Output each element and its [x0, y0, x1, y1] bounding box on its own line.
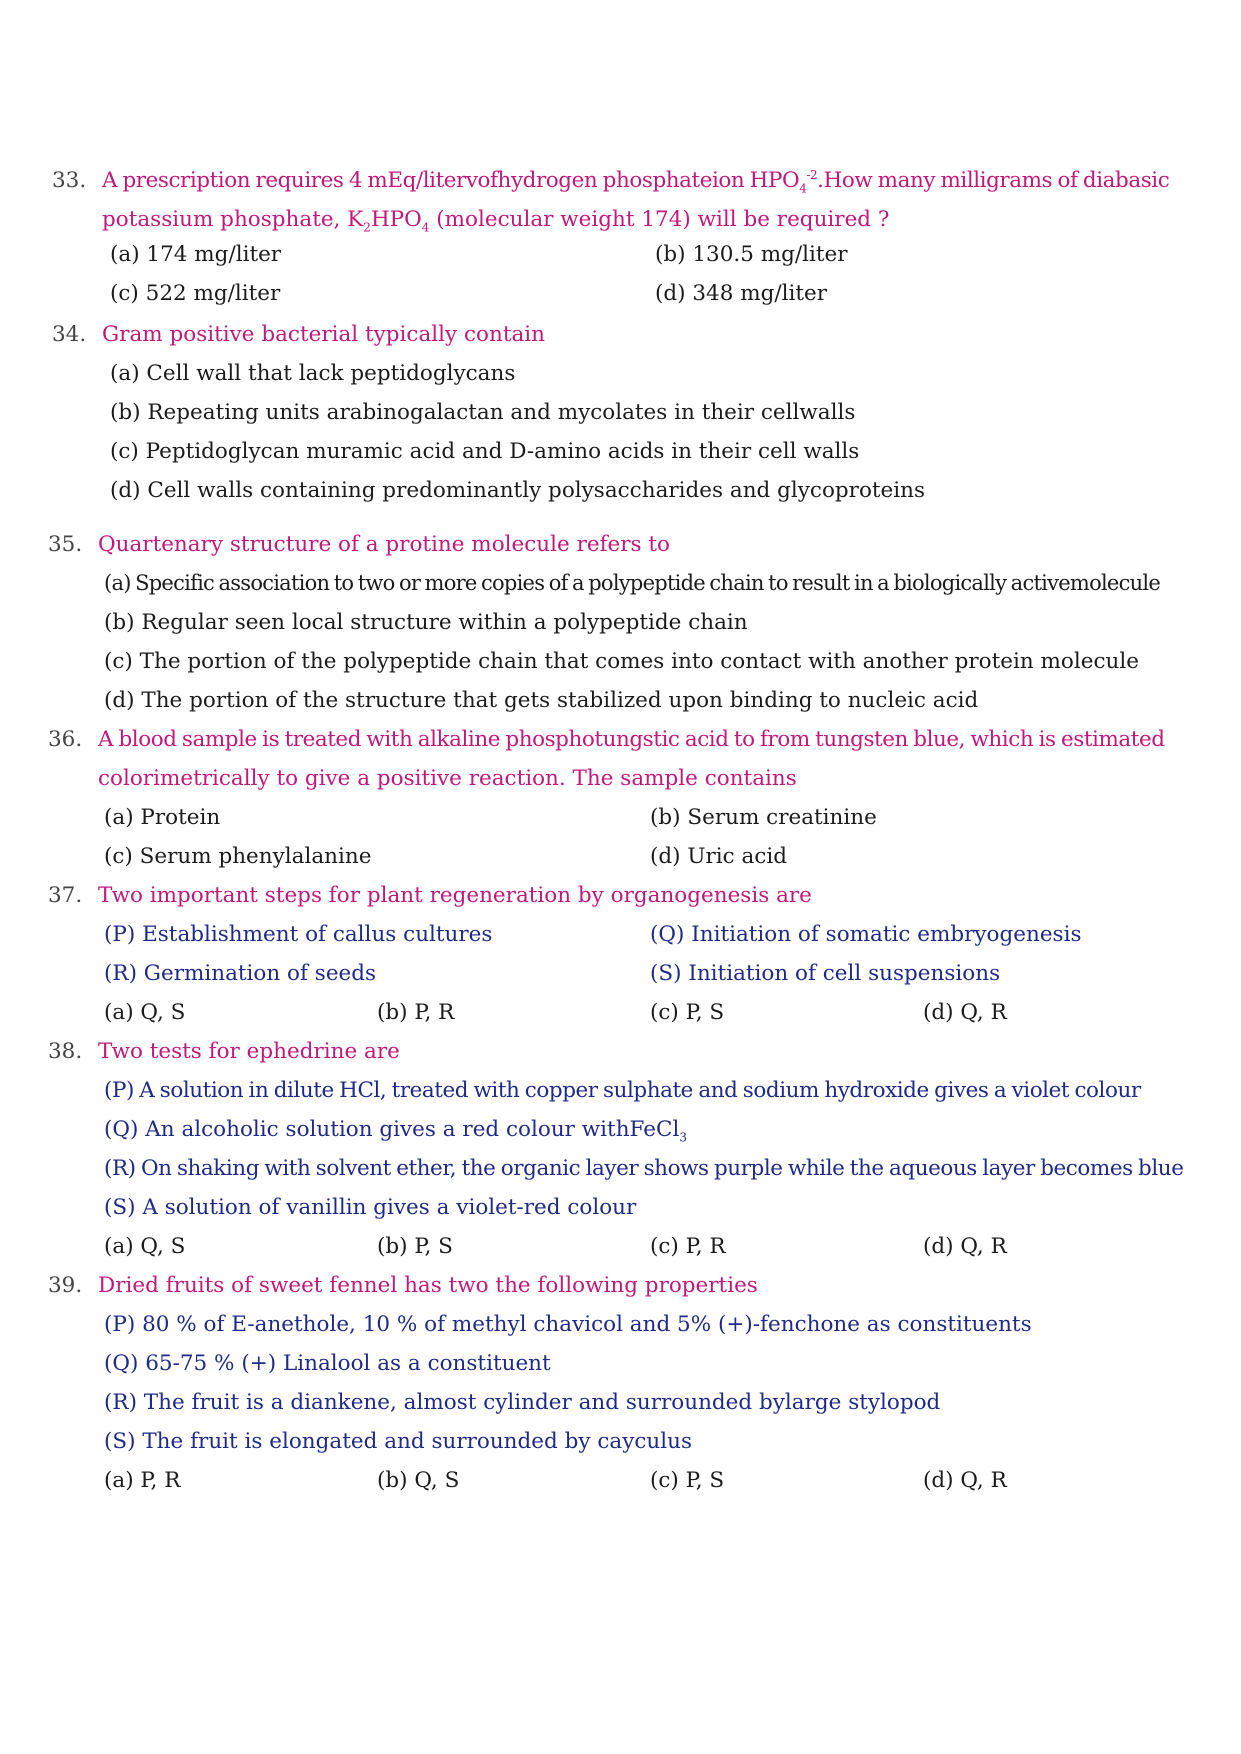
- question-number: 37.: [48, 883, 83, 908]
- option-d: (d) Q, R: [923, 1468, 1007, 1493]
- question-number: 36.: [48, 727, 83, 752]
- question-number: 38.: [48, 1039, 83, 1064]
- option-c: (c) The portion of the polypeptide chain that comes into contact with another protein molecule: [104, 649, 1139, 674]
- question-line-2: potassium phosphate, $K_2HPO_4$ (molecular weight 174) will be required ?: [102, 207, 890, 235]
- option-c: (c) P, R: [650, 1234, 726, 1259]
- option-a: (a) Cell wall that lack peptidoglycans: [110, 361, 516, 386]
- option-a: (a) Specific association to two or more copies of a polypeptide chain to result in a biologically activemolecule: [104, 571, 1161, 595]
- question-37: [48, 876, 1198, 915]
- option-b: (b) P, S: [377, 1234, 453, 1259]
- question-text: [102, 161, 1202, 239]
- question-text: Gram positive bacterial typically contain: [102, 322, 546, 347]
- option-d: (d) 348 mg/liter: [655, 281, 828, 306]
- question-text: Dried fruits of sweet fennel has two the following properties: [98, 1273, 758, 1298]
- option-c: (c) Peptidoglycan muramic acid and D-amino acids in their cell walls: [110, 439, 860, 464]
- option-b: (b) Q, S: [377, 1468, 460, 1493]
- option-d: (d) Cell walls containing predominantly polysaccharides and glycoproteins: [110, 478, 926, 503]
- question-number: 33.: [52, 168, 87, 193]
- question-39: [48, 1266, 1198, 1305]
- statement-p: (P) A solution in dilute HCl, treated with copper sulphate and sodium hydroxide gives a violet colour: [104, 1078, 1141, 1103]
- statement-s: (S) The fruit is elongated and surrounded by cayculus: [104, 1429, 693, 1454]
- option-c: (c) Serum phenylalanine: [104, 844, 372, 869]
- statement-p: (P) 80 % of E-anethole, 10 % of methyl chavicol and 5% (+)-fenchone as constituents: [104, 1312, 1032, 1337]
- option-a: (a) Q, S: [104, 1000, 186, 1025]
- question-36: [48, 720, 1198, 798]
- option-d: (d) The portion of the structure that gets stabilized upon binding to nucleic acid: [104, 688, 979, 713]
- statement-q: (Q) Initiation of somatic embryogenesis: [650, 922, 1082, 947]
- question-number: 39.: [48, 1273, 83, 1298]
- option-b: (b) Regular seen local structure within a polypeptide chain: [104, 610, 748, 635]
- question-text: Two important steps for plant regeneration by organogenesis are: [98, 883, 812, 908]
- question-number: 34.: [52, 322, 87, 347]
- statement-s: (S) Initiation of cell suspensions: [650, 961, 1001, 986]
- question-line-1: A prescription requires 4 mEq/litervofhydrogen phosphateion $HPO_4^{-2}.How$ many milligrams of diabasic: [102, 167, 1170, 196]
- option-d: (d) Q, R: [923, 1000, 1007, 1025]
- question-text: Two tests for ephedrine are: [98, 1039, 400, 1064]
- question-text: [98, 720, 1198, 798]
- statement-q: (Q) 65-75 % (+) Linalool as a constituent: [104, 1351, 551, 1376]
- question-33: [52, 161, 1202, 239]
- statement-r: (R) On shaking with solvent ether, the organic layer shows purple while the aqueous layer becomes blue: [104, 1156, 1184, 1181]
- statement-q: (Q) An alcoholic solution gives a red colour withFeCl$_3$: [104, 1117, 687, 1145]
- option-a: (a) Q, S: [104, 1234, 186, 1259]
- statement-r: (R) The fruit is a diankene, almost cylinder and surrounded bylarge stylopod: [104, 1390, 941, 1415]
- question-34: [52, 315, 1202, 354]
- option-d: (d) Uric acid: [650, 844, 788, 869]
- question-number: 35.: [48, 532, 83, 557]
- option-a: (a) P, R: [104, 1468, 181, 1493]
- option-d: (d) Q, R: [923, 1234, 1007, 1259]
- option-b: (b) 130.5 mg/liter: [655, 242, 848, 267]
- question-line-1: A blood sample is treated with alkaline phosphotungstic acid to from tungsten blue, which is estimated: [98, 727, 1165, 752]
- statement-r: (R) Germination of seeds: [104, 961, 377, 986]
- option-b: (b) P, R: [377, 1000, 455, 1025]
- option-c: (c) P, S: [650, 1468, 725, 1493]
- option-c: (c) P, S: [650, 1000, 725, 1025]
- question-text: Quartenary structure of a protine molecule refers to: [98, 532, 670, 557]
- option-c: (c) 522 mg/liter: [110, 281, 281, 306]
- option-a: (a) Protein: [104, 805, 221, 830]
- option-b: (b) Serum creatinine: [650, 805, 877, 830]
- statement-s: (S) A solution of vanillin gives a violet-red colour: [104, 1195, 637, 1220]
- option-a: (a) 174 mg/liter: [110, 242, 282, 267]
- statement-p: (P) Establishment of callus cultures: [104, 922, 493, 947]
- question-line-2: colorimetrically to give a positive reaction. The sample contains: [98, 766, 797, 791]
- question-38: [48, 1032, 1198, 1071]
- question-35: [48, 525, 1198, 564]
- option-b: (b) Repeating units arabinogalactan and mycolates in their cellwalls: [110, 400, 856, 425]
